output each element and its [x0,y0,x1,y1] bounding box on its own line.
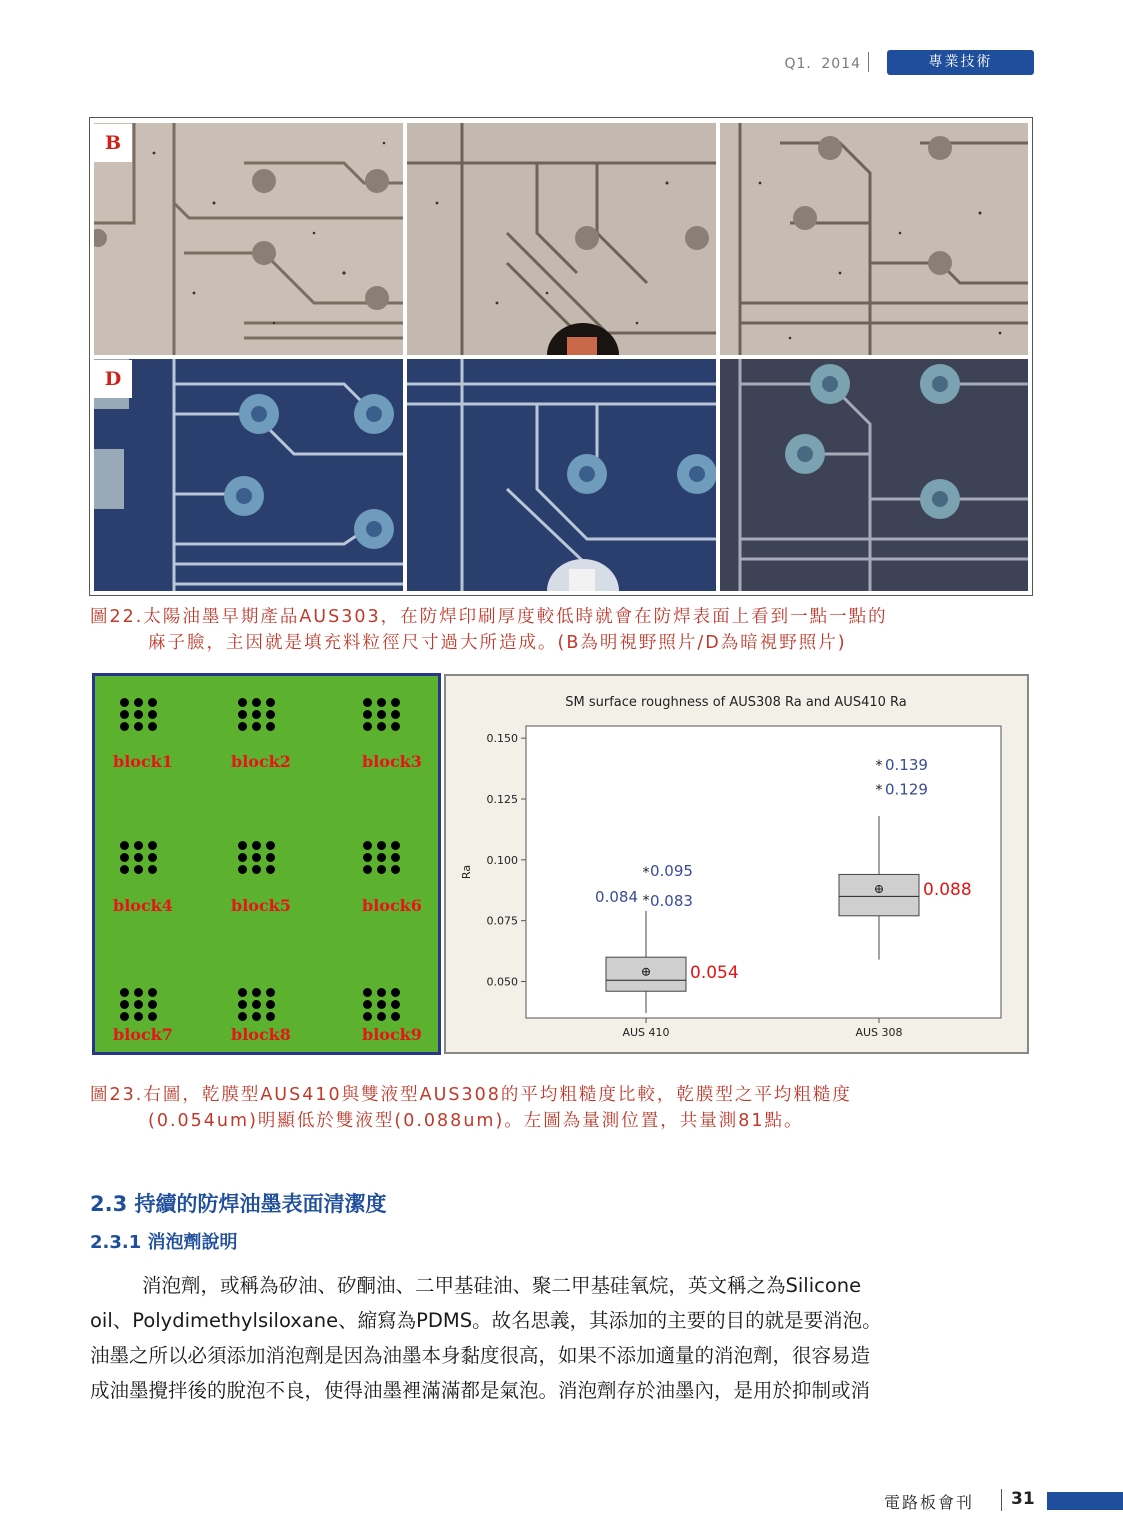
figure-23-caption [90,1082,1040,1134]
block-label: block8 [231,1025,291,1044]
mean-value-label: 0.054 [690,962,739,983]
measurement-point [377,988,386,997]
measurement-point [363,698,372,707]
measurement-point [238,988,247,997]
block-label: block1 [113,752,173,771]
measurement-point [238,698,247,707]
measurement-point [363,1012,372,1021]
measurement-point [391,698,400,707]
boxplot-svg [446,676,1027,1052]
measurement-point [363,722,372,731]
measurement-point [266,698,275,707]
measurement-dot-grid [120,698,164,738]
measurement-point [238,841,247,850]
page-header [0,50,1123,76]
measurement-point [238,853,247,862]
outlier-marker: * [642,865,650,881]
body-paragraph [90,1268,1035,1408]
photo-bright-1 [94,123,403,355]
paragraph-line: 消泡劑，或稱為矽油、矽酮油、二甲基硅油、聚二甲基硅氧烷，英文稱之為Silicone [142,1274,862,1297]
measurement-point [148,988,157,997]
measurement-point [134,698,143,707]
measurement-point [148,698,157,707]
header-divider [868,52,869,72]
measurement-point [391,841,400,850]
outlier-marker: * [642,892,650,909]
measurement-point [120,841,129,850]
measurement-point [266,988,275,997]
y-tick-label: 0.100 [486,853,518,867]
measurement-point [363,865,372,874]
outlier-label: 0.129 [885,780,928,799]
measurement-point [148,722,157,731]
measurement-point [252,1000,261,1009]
measurement-point [266,1012,275,1021]
measurement-point [238,722,247,731]
measurement-point [120,1000,129,1009]
measurement-point [266,841,275,850]
caption-line: 圖22.太陽油墨早期產品AUS303，在防焊印刷厚度較低時就會在防焊表面上看到一點一點的 [90,607,888,627]
measurement-point [252,710,261,719]
measurement-point [120,853,129,862]
issue-label: Q1．2014 [784,56,861,72]
measurement-point [134,1012,143,1021]
measurement-dot-grid [238,988,282,1028]
measurement-point [148,853,157,862]
measurement-point [134,841,143,850]
measurement-point [120,722,129,731]
outlier-marker: * [875,757,883,774]
measurement-point [148,865,157,874]
chart-title: SM surface roughness of AUS308 Ra and AUS410 Ra [565,695,907,710]
x-tick-label: AUS 308 [855,1026,903,1039]
measurement-point [120,698,129,707]
measurement-dot-grid [120,841,164,881]
measurement-point [363,841,372,850]
measurement-point [266,722,275,731]
measurement-point [134,722,143,731]
measurement-point [134,710,143,719]
measurement-dot-grid [363,988,407,1028]
measurement-point [120,865,129,874]
measurement-point [377,698,386,707]
measurement-point [266,865,275,874]
measurement-point [134,853,143,862]
paragraph-line: 成油墨攪拌後的脫泡不良，使得油墨裡滿滿都是氣泡。消泡劑存於油墨內，是用於抑制或消 [90,1379,871,1402]
photo-dark-3 [720,359,1028,591]
photo-dark-2 [407,359,716,591]
measurement-point [148,1000,157,1009]
measurement-point [252,698,261,707]
measurement-point [238,865,247,874]
measurement-point [363,853,372,862]
measurement-point [120,710,129,719]
measurement-point [252,722,261,731]
measurement-point [391,722,400,731]
measurement-point [252,841,261,850]
caption-line: 麻子臉，主因就是填充料粒徑尺寸過大所造成。(B為明視野照片/D為暗視野照片) [148,633,847,653]
measurement-dot-grid [363,841,407,881]
measurement-point [238,1000,247,1009]
measurement-point [238,1012,247,1021]
figure-22-caption [90,604,1040,656]
measurement-point [377,853,386,862]
block-label: block5 [231,896,291,915]
measurement-point [391,988,400,997]
box-iqr [839,874,919,915]
measurement-point [266,853,275,862]
block-label: block7 [113,1025,173,1044]
measurement-point [120,988,129,997]
y-tick-label: 0.075 [486,914,518,928]
measurement-dot-grid [238,698,282,738]
measurement-point [120,1012,129,1021]
measurement-point [391,710,400,719]
measurement-point [252,988,261,997]
measurement-point [148,1012,157,1021]
y-axis-label: Ra [460,864,473,880]
paragraph-line: oil、Polydimethylsiloxane、縮寫為PDMS。故名思義，其添加的主要的目的就是要消泡。 [90,1309,882,1332]
mean-value-label: 0.088 [923,880,972,901]
measurement-point [391,865,400,874]
y-tick-label: 0.050 [486,975,518,989]
measurement-point [266,1000,275,1009]
measurement-point [134,988,143,997]
measurement-point [238,710,247,719]
measurement-point [148,841,157,850]
page-number: 31 [1011,1489,1035,1509]
caption-line: 圖23.右圖，乾膜型AUS410與雙液型AUS308的平均粗糙度比較，乾膜型之平均粗糙度 [90,1085,852,1105]
measurement-point [134,865,143,874]
measurement-point [377,841,386,850]
measurement-point [266,710,275,719]
block-label: block6 [362,896,422,915]
subsection-heading: 2.3.1 消泡劑說明 [90,1232,238,1253]
photo-bright-3 [720,123,1028,355]
outlier-marker: * [875,782,883,799]
measurement-point [252,853,261,862]
measurement-point [134,1000,143,1009]
journal-name: 電路板會刊 [884,1493,975,1512]
photo-bright-2 [407,123,716,355]
block-label: block9 [362,1025,422,1044]
measurement-point [391,1012,400,1021]
measurement-point [363,1000,372,1009]
block-label: block4 [113,896,173,915]
measurement-point [363,988,372,997]
measurement-point [377,1012,386,1021]
outlier-label: 0.083 [650,891,693,910]
outlier-label: 0.084 [595,887,638,906]
measurement-point [377,1000,386,1009]
measurement-point [363,710,372,719]
measurement-dot-grid [363,698,407,738]
measurement-dot-grid [238,841,282,881]
photo-dark-1 [94,359,403,591]
measurement-point [252,1012,261,1021]
section-tag: 專業技術 [887,50,1034,75]
paragraph-line: 油墨之所以必須添加消泡劑是因為油墨本身黏度很高，如果不添加適量的消泡劑，很容易造 [90,1344,871,1367]
y-tick-label: 0.125 [486,793,518,806]
y-tick-label: 0.150 [486,732,518,746]
measurement-point [377,865,386,874]
measurement-point [377,722,386,731]
footer-divider [1001,1489,1002,1511]
outlier-label: 0.139 [885,755,928,774]
measurement-block-map [92,673,441,1055]
section-heading: 2.3 持續的防焊油墨表面清潔度 [90,1192,387,1216]
plot-area [526,726,1001,1018]
measurement-dot-grid [120,988,164,1028]
measurement-point [391,1000,400,1009]
measurement-point [148,710,157,719]
x-tick-label: AUS 410 [622,1026,670,1039]
roughness-boxplot [444,674,1029,1054]
outlier-label: 0.095 [650,862,693,880]
caption-line: (0.054um)明顯低於雙液型(0.088um)。左圖為量測位置，共量測81點。 [148,1111,804,1131]
block-label: block2 [231,752,291,771]
footer-accent-bar [1047,1492,1123,1510]
block-label: block3 [362,752,422,771]
measurement-point [252,865,261,874]
panel-label-b: B [94,124,132,162]
measurement-point [377,710,386,719]
figure-22-photo-grid [89,117,1033,596]
measurement-point [391,853,400,862]
panel-label-d: D [94,360,132,398]
